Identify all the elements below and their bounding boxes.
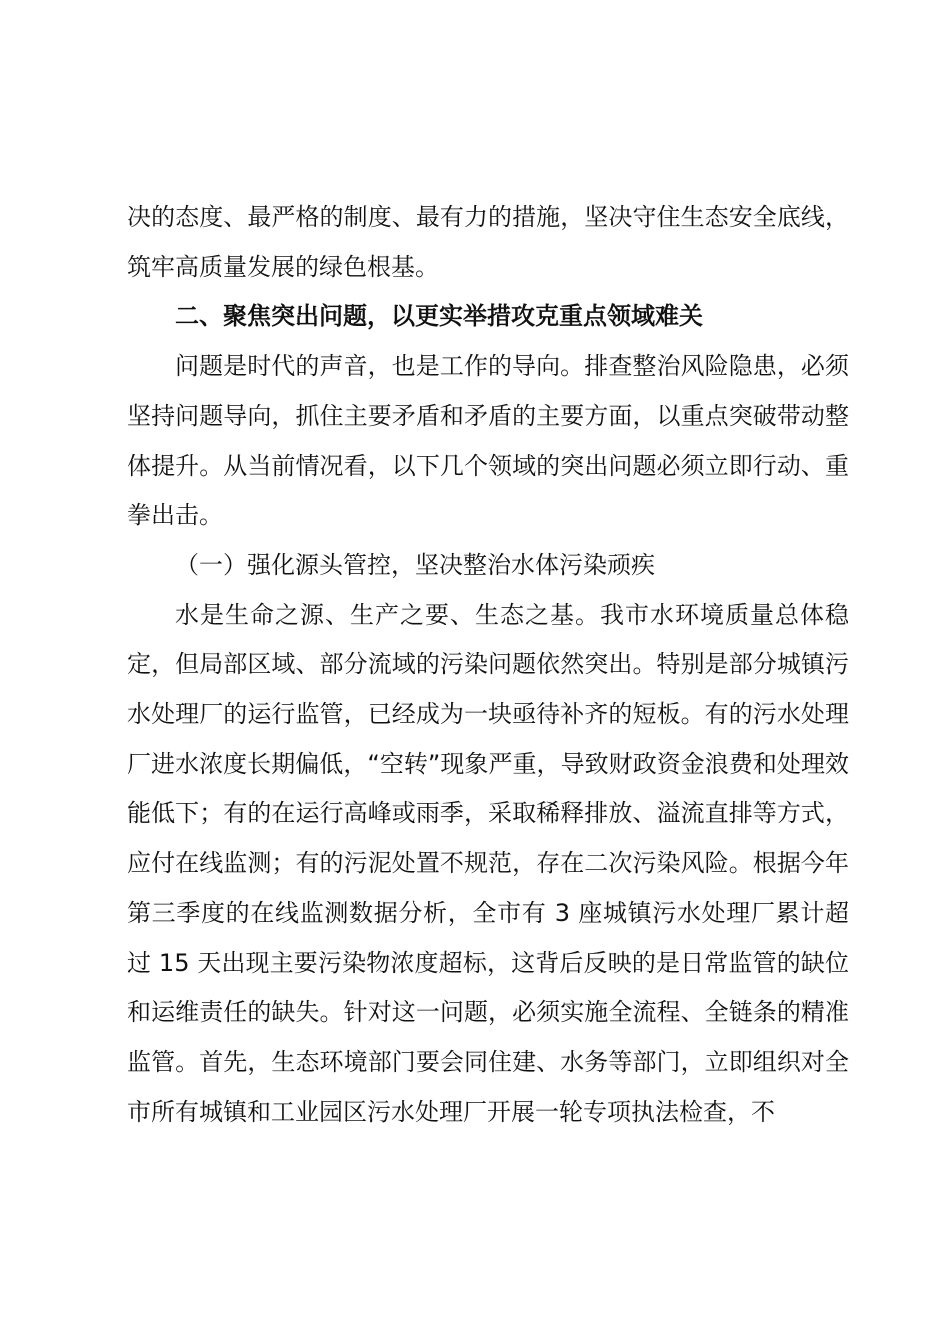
intro-paragraph: 问题是时代的声音，也是工作的导向。排查整治风险隐患，必须坚持问题导向，抓住主要矛盾和矛盾的主要方面，以重点突破带动整体提升。从当前情况看，以下几个领域的突出问题必须立即行动、重拳出击。 xyxy=(127,352,849,530)
document-body xyxy=(127,193,849,1137)
section-heading: 二、聚焦突出问题，以更实举措攻克重点领域难关 xyxy=(175,302,703,331)
body-paragraph: 水是生命之源、生产之要、生态之基。我市水环境质量总体稳定，但局部区域、部分流域的污染问题依然突出。特别是部分城镇污水处理厂的运行监管，已经成为一块亟待补齐的短板。有的污水处理厂进水浓度长期偏低，“空转”现象严重，导致财政资金浪费和处理效能低下；有的在运行高峰或雨季，采取稀释排放、溢流直排等方式，应付在线监测；有的污泥处置不规范，存在二次污染风险。根据今年第三季度的在线监测数据分析，全市有 3 座城镇污水处理厂累计超过 15 天出现主要污染物浓度超标，这背后反映的是日常监管的缺位和运维责任的缺失。针对这一问题，必须实施全流程、全链条的精准监管。首先，生态环境部门要会同住建、水务等部门，立即组织对全市所有城镇和工业园区污水处理厂开展一轮专项执法检查，不 xyxy=(127,600,849,1126)
subsection-heading: （一）强化源头管控，坚决整治水体污染顽疾 xyxy=(175,550,655,579)
continued-paragraph: 决的态度、最严格的制度、最有力的措施，坚决守住生态安全底线，筑牢高质量发展的绿色根基。 xyxy=(127,203,849,281)
